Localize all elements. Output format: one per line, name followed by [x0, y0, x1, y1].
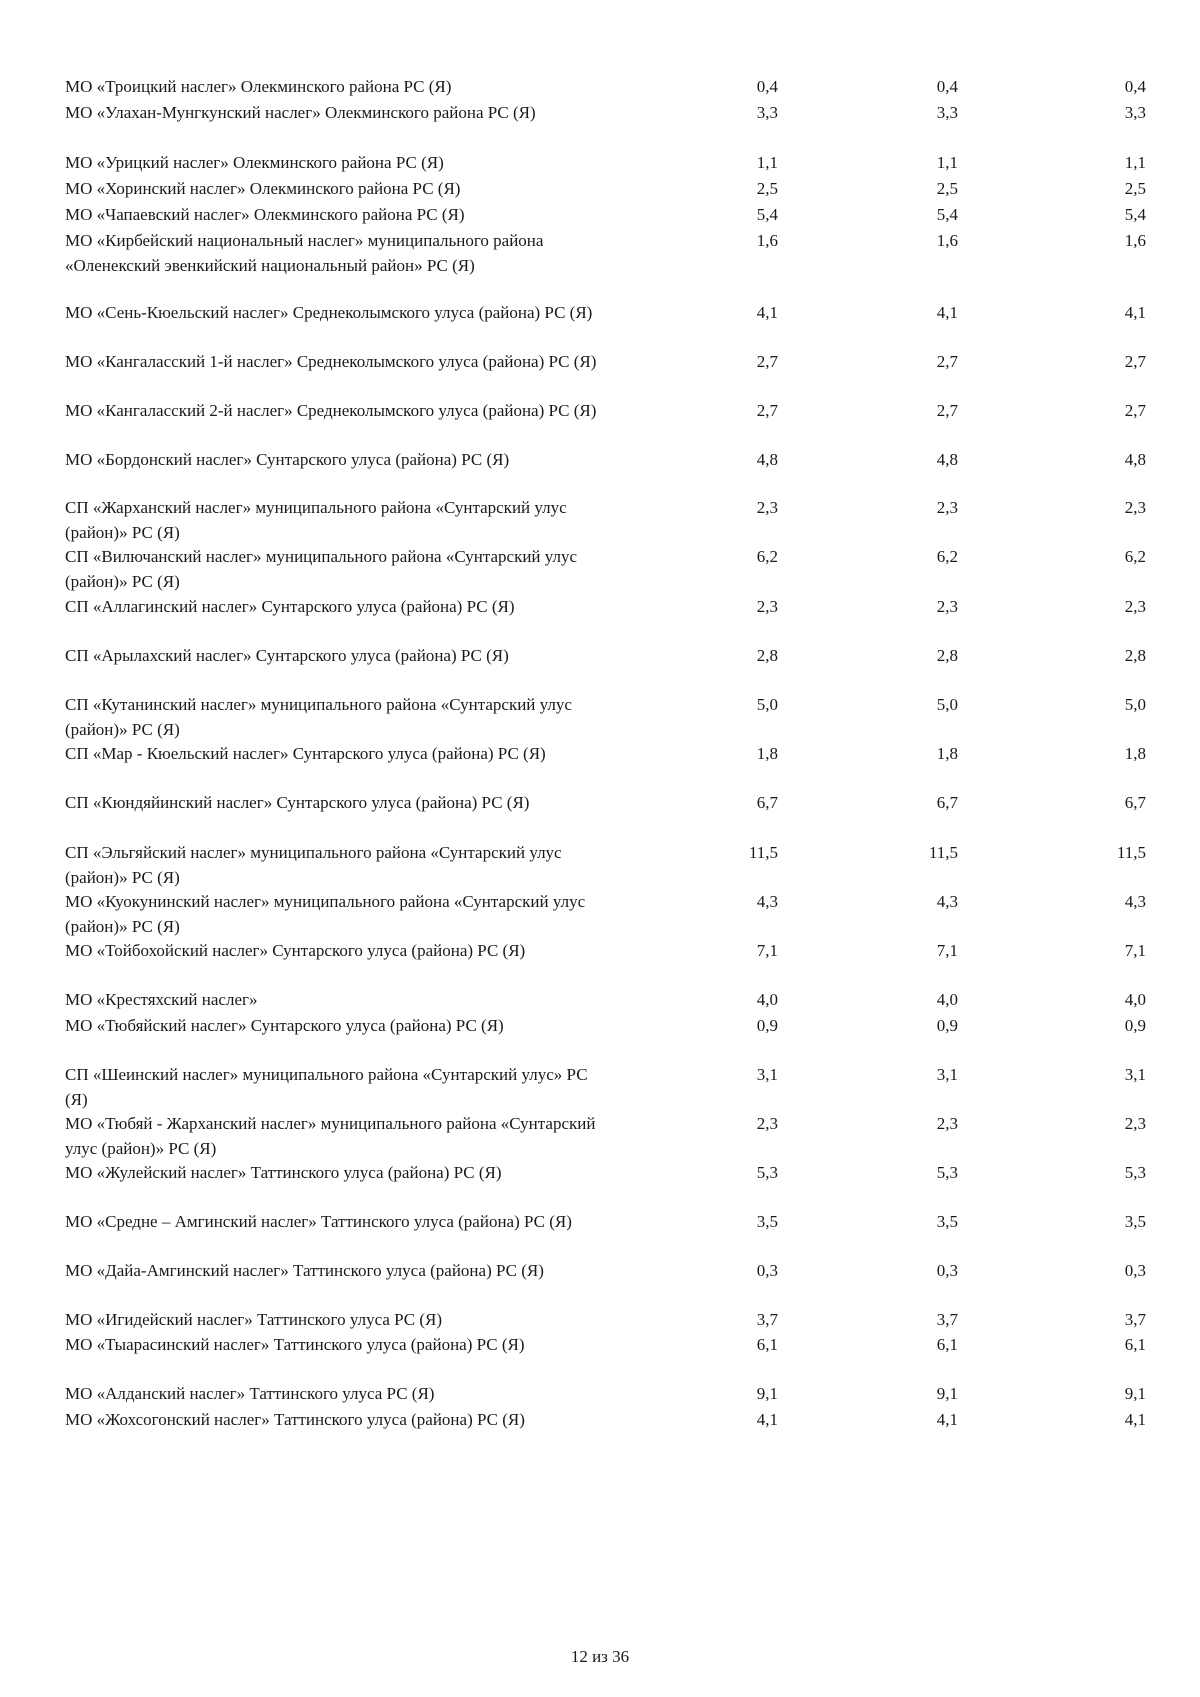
- row-name: СП «Эльгяйский наслег» муниципального района «Сунтарский улус (район)» РС (Я): [65, 843, 562, 887]
- row-name: МО «Чапаевский наслег» Олекминского района РС (Я): [65, 205, 465, 224]
- row-value-2: 2,3: [936, 1114, 958, 1133]
- row-value-3: 1,1: [1124, 153, 1146, 172]
- row-name: МО «Сень-Кюельский наслег» Среднеколымского улуса (района) РС (Я): [65, 303, 593, 322]
- row-value-1: 2,7: [756, 401, 778, 420]
- row-value-2: 0,9: [936, 1016, 958, 1035]
- row-value-1: 0,3: [756, 1261, 778, 1280]
- row-value-1: 2,3: [756, 498, 778, 517]
- row-value-3: 5,0: [1124, 695, 1146, 714]
- row-value-1: 2,7: [756, 352, 778, 371]
- row-value-2: 6,1: [936, 1335, 958, 1354]
- row-name: МО «Дайа-Амгинский наслег» Таттинского улуса (района) РС (Я): [65, 1261, 544, 1280]
- row-value-2: 0,3: [936, 1261, 958, 1280]
- row-value-3: 3,5: [1124, 1212, 1146, 1231]
- row-value-2: 4,3: [936, 892, 958, 911]
- row-value-2: 9,1: [936, 1384, 958, 1403]
- row-value-3: 1,8: [1124, 744, 1146, 763]
- row-name: СП «Кюндяйинский наслег» Сунтарского улуса (района) РС (Я): [65, 793, 530, 812]
- row-value-3: 3,3: [1124, 103, 1146, 122]
- row-value-3: 4,1: [1124, 1410, 1146, 1429]
- row-value-2: 2,8: [936, 646, 958, 665]
- row-name: МО «Тойбохойский наслег» Сунтарского улуса (района) РС (Я): [65, 941, 526, 960]
- row-value-3: 1,6: [1124, 231, 1146, 250]
- row-value-3: 4,3: [1124, 892, 1146, 911]
- row-value-2: 3,1: [936, 1065, 958, 1084]
- row-name: МО «Урицкий наслег» Олекминского района РС (Я): [65, 153, 444, 172]
- row-name: МО «Кангаласский 2-й наслег» Среднеколымского улуса (района) РС (Я): [65, 401, 597, 420]
- row-value-2: 2,3: [936, 498, 958, 517]
- row-value-3: 6,1: [1124, 1335, 1146, 1354]
- row-name: МО «Тыарасинский наслег» Таттинского улуса (района) РС (Я): [65, 1335, 525, 1354]
- row-value-3: 2,3: [1124, 597, 1146, 616]
- row-name: СП «Кутанинский наслег» муниципального района «Сунтарский улус (район)» РС (Я): [65, 695, 572, 739]
- row-value-3: 5,3: [1124, 1163, 1146, 1182]
- row-value-2: 4,1: [936, 1410, 958, 1429]
- row-value-1: 4,3: [756, 892, 778, 911]
- page-number: 12 из 36: [570, 1647, 630, 1666]
- row-name: МО «Средне – Амгинский наслег» Таттинского улуса (района) РС (Я): [65, 1212, 572, 1231]
- row-value-2: 2,3: [936, 597, 958, 616]
- row-value-1: 6,1: [756, 1335, 778, 1354]
- row-value-3: 4,0: [1124, 990, 1146, 1009]
- row-name: МО «Троицкий наслег» Олекминского района РС (Я): [65, 77, 452, 96]
- row-value-1: 7,1: [756, 941, 778, 960]
- row-value-2: 3,5: [936, 1212, 958, 1231]
- row-name: СП «Аллагинский наслег» Сунтарского улуса (района) РС (Я): [65, 597, 515, 616]
- row-value-1: 5,0: [756, 695, 778, 714]
- row-value-2: 3,7: [936, 1310, 958, 1329]
- row-value-2: 5,4: [936, 205, 958, 224]
- row-value-3: 4,8: [1124, 450, 1146, 469]
- row-value-2: 5,3: [936, 1163, 958, 1182]
- row-value-3: 4,1: [1124, 303, 1146, 322]
- row-name: СП «Мар - Кюельский наслег» Сунтарского улуса (района) РС (Я): [65, 744, 546, 763]
- row-value-1: 3,3: [756, 103, 778, 122]
- row-value-1: 2,3: [756, 1114, 778, 1133]
- row-name: МО «Хоринский наслег» Олекминского района РС (Я): [65, 179, 461, 198]
- row-value-3: 3,1: [1124, 1065, 1146, 1084]
- row-value-3: 2,7: [1124, 401, 1146, 420]
- row-value-2: 1,6: [936, 231, 958, 250]
- row-value-3: 0,3: [1124, 1261, 1146, 1280]
- row-value-3: 9,1: [1124, 1384, 1146, 1403]
- row-value-1: 0,4: [756, 77, 778, 96]
- row-value-3: 2,8: [1124, 646, 1146, 665]
- row-value-2: 2,7: [936, 401, 958, 420]
- row-value-1: 4,1: [756, 1410, 778, 1429]
- row-value-3: 5,4: [1124, 205, 1146, 224]
- row-value-2: 7,1: [936, 941, 958, 960]
- row-name: СП «Жарханский наслег» муниципального района «Сунтарский улус (район)» РС (Я): [65, 498, 567, 542]
- row-value-2: 1,1: [936, 153, 958, 172]
- row-value-3: 2,3: [1124, 498, 1146, 517]
- row-name: МО «Кангаласский 1-й наслег» Среднеколымского улуса (района) РС (Я): [65, 352, 597, 371]
- row-value-1: 2,3: [756, 597, 778, 616]
- row-name: МО «Алданский наслег» Таттинского улуса РС (Я): [65, 1384, 435, 1403]
- row-value-1: 4,1: [756, 303, 778, 322]
- row-value-1: 6,2: [756, 547, 778, 566]
- row-name: МО «Жохсогонский наслег» Таттинского улуса (района) РС (Я): [65, 1410, 525, 1429]
- row-value-2: 11,5: [928, 843, 958, 862]
- row-value-1: 4,8: [756, 450, 778, 469]
- row-value-1: 3,1: [756, 1065, 778, 1084]
- row-value-2: 6,2: [936, 547, 958, 566]
- row-name: МО «Крестяхский наслег»: [65, 990, 258, 1009]
- row-value-3: 2,7: [1124, 352, 1146, 371]
- row-value-3: 0,4: [1124, 77, 1146, 96]
- row-value-1: 11,5: [748, 843, 778, 862]
- row-value-1: 9,1: [756, 1384, 778, 1403]
- row-value-1: 1,8: [756, 744, 778, 763]
- row-value-2: 6,7: [936, 793, 958, 812]
- row-value-3: 7,1: [1124, 941, 1146, 960]
- row-name: МО «Тюбяйский наслег» Сунтарского улуса (района) РС (Я): [65, 1016, 504, 1035]
- row-value-2: 1,8: [936, 744, 958, 763]
- row-value-3: 3,7: [1124, 1310, 1146, 1329]
- row-value-2: 4,8: [936, 450, 958, 469]
- row-value-1: 2,5: [756, 179, 778, 198]
- row-value-2: 0,4: [936, 77, 958, 96]
- row-value-1: 3,5: [756, 1212, 778, 1231]
- row-value-1: 1,6: [756, 231, 778, 250]
- row-name: МО «Кирбейский национальный наслег» муниципального района «Оленекский эвенкийский национальный район» РС (Я): [65, 231, 544, 275]
- row-name: МО «Игидейский наслег» Таттинского улуса РС (Я): [65, 1310, 443, 1329]
- row-value-2: 2,5: [936, 179, 958, 198]
- row-value-1: 4,0: [756, 990, 778, 1009]
- row-name: СП «Арылахский наслег» Сунтарского улуса (района) РС (Я): [65, 646, 509, 665]
- row-value-3: 6,2: [1124, 547, 1146, 566]
- row-value-2: 4,1: [936, 303, 958, 322]
- row-value-3: 2,5: [1124, 179, 1146, 198]
- row-value-3: 2,3: [1124, 1114, 1146, 1133]
- row-name: МО «Тюбяй - Жарханский наслег» муниципального района «Сунтарский улус (район)» РС (Я): [65, 1114, 596, 1158]
- row-value-1: 6,7: [756, 793, 778, 812]
- row-value-1: 1,1: [756, 153, 778, 172]
- row-name: МО «Жулейский наслег» Таттинского улуса (района) РС (Я): [65, 1163, 502, 1182]
- row-value-2: 4,0: [936, 990, 958, 1009]
- row-value-1: 5,4: [756, 205, 778, 224]
- row-value-3: 11,5: [1116, 843, 1146, 862]
- row-name: СП «Шеинский наслег» муниципального района «Сунтарский улус» РС (Я): [65, 1065, 588, 1109]
- row-value-3: 0,9: [1124, 1016, 1146, 1035]
- row-value-3: 6,7: [1124, 793, 1146, 812]
- row-value-1: 0,9: [756, 1016, 778, 1035]
- row-name: СП «Вилючанский наслег» муниципального района «Сунтарский улус (район)» РС (Я): [65, 547, 578, 591]
- row-value-1: 3,7: [756, 1310, 778, 1329]
- row-name: МО «Куокунинский наслег» муниципального района «Сунтарский улус (район)» РС (Я): [65, 892, 586, 936]
- row-name: МО «Улахан-Мунгкунский наслег» Олекминского района РС (Я): [65, 103, 536, 122]
- row-value-2: 2,7: [936, 352, 958, 371]
- row-value-1: 2,8: [756, 646, 778, 665]
- row-name: МО «Бордонский наслег» Сунтарского улуса (района) РС (Я): [65, 450, 510, 469]
- row-value-2: 5,0: [936, 695, 958, 714]
- row-value-2: 3,3: [936, 103, 958, 122]
- row-value-1: 5,3: [756, 1163, 778, 1182]
